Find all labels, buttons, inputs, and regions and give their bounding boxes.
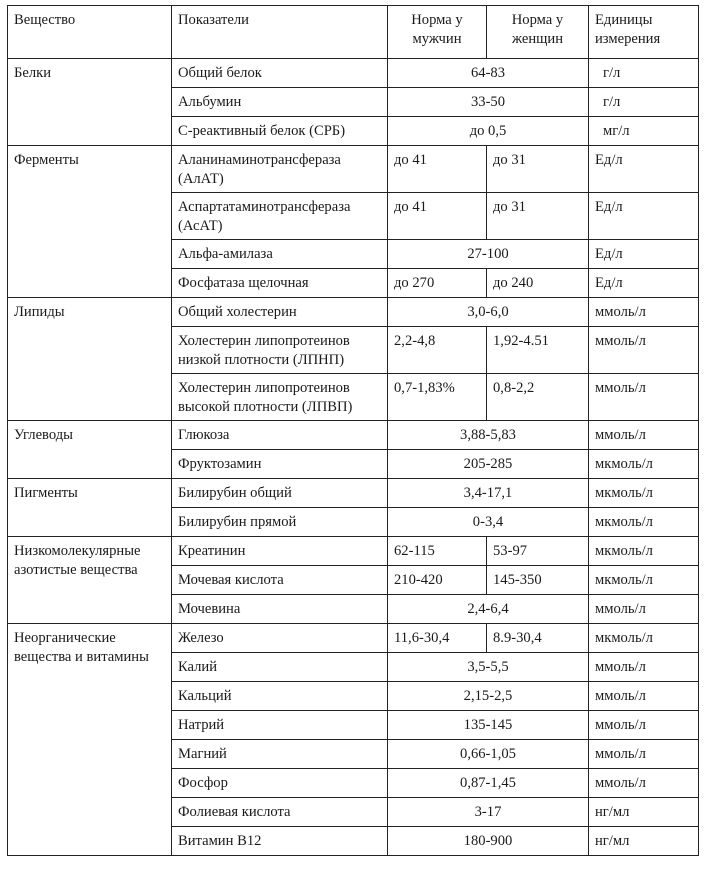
unit-value: ммоль/л [589,327,699,374]
indicator-name: Витамин В12 [172,827,388,856]
indicator-name: Фолиевая кислота [172,798,388,827]
indicator-name: Калий [172,653,388,682]
norm-women-value: до 31 [487,193,589,240]
indicator-name: Билирубин прямой [172,508,388,537]
norm-women-value: 53-97 [487,537,589,566]
group-name: Неорганические вещества и витамины [8,624,172,856]
group-name: Низкомолекулярные азотистые вещества [8,537,172,624]
group-name: Пигменты [8,479,172,537]
indicator-name: Фруктозамин [172,450,388,479]
unit-value: нг/мл [589,798,699,827]
norm-common-value: до 0,5 [388,117,589,146]
norm-women-value: до 31 [487,146,589,193]
norm-common-value: 3-17 [388,798,589,827]
norm-women-value: 0,8-2,2 [487,374,589,421]
indicator-name: Общий белок [172,59,388,88]
norm-men-value: 11,6-30,4 [388,624,487,653]
indicator-name: Железо [172,624,388,653]
header-norm-men: Норма у мужчин [388,6,487,59]
norm-men-value: до 41 [388,193,487,240]
group-name: Ферменты [8,146,172,298]
unit-value: мкмоль/л [589,566,699,595]
norm-common-value: 180-900 [388,827,589,856]
norm-women-value: 8.9-30,4 [487,624,589,653]
unit-value: Ед/л [589,146,699,193]
table-row [8,59,699,88]
group-name: Липиды [8,298,172,421]
unit-value: ммоль/л [589,769,699,798]
unit-value: ммоль/л [589,711,699,740]
norm-women-value: до 240 [487,269,589,298]
unit-value: мг/л [589,117,699,146]
indicator-name: С-реактивный белок (СРБ) [172,117,388,146]
unit-value: Ед/л [589,240,699,269]
norm-men-value: 0,7-1,83% [388,374,487,421]
reference-table-container [7,5,699,856]
unit-value: мкмоль/л [589,508,699,537]
indicator-name: Холестерин липопротеинов низкой плотности (ЛПНП) [172,327,388,374]
norm-common-value: 3,88-5,83 [388,421,589,450]
unit-value: Ед/л [589,193,699,240]
indicator-name: Фосфатаза щелочная [172,269,388,298]
norm-men-value: до 41 [388,146,487,193]
header-units: Единицы измерения [589,6,699,59]
indicator-name: Кальций [172,682,388,711]
norm-men-value: 2,2-4,8 [388,327,487,374]
unit-value: ммоль/л [589,653,699,682]
norm-common-value: 64-83 [388,59,589,88]
group-name: Углеводы [8,421,172,479]
indicator-name: Альбумин [172,88,388,117]
header-norm-women: Норма у женщин [487,6,589,59]
table-row [8,537,699,566]
norm-common-value: 135-145 [388,711,589,740]
indicator-name: Глюкоза [172,421,388,450]
reference-values-table [7,5,699,856]
norm-women-value: 145-350 [487,566,589,595]
unit-value: ммоль/л [589,374,699,421]
unit-value: мкмоль/л [589,479,699,508]
indicator-name: Фосфор [172,769,388,798]
norm-common-value: 0-3,4 [388,508,589,537]
indicator-name: Альфа-амилаза [172,240,388,269]
table-row [8,146,699,193]
unit-value: мкмоль/л [589,624,699,653]
table-row [8,479,699,508]
table-header-row [8,6,699,59]
unit-value: нг/мл [589,827,699,856]
norm-women-value: 1,92-4.51 [487,327,589,374]
unit-value: Ед/л [589,269,699,298]
norm-common-value: 0,87-1,45 [388,769,589,798]
unit-value: г/л [589,88,699,117]
norm-men-value: до 270 [388,269,487,298]
norm-common-value: 3,0-6,0 [388,298,589,327]
norm-common-value: 2,15-2,5 [388,682,589,711]
indicator-name: Креатинин [172,537,388,566]
unit-value: ммоль/л [589,740,699,769]
unit-value: мкмоль/л [589,537,699,566]
indicator-name: Холестерин липопротеинов высокой плотности (ЛПВП) [172,374,388,421]
unit-value: ммоль/л [589,595,699,624]
norm-common-value: 3,5-5,5 [388,653,589,682]
unit-value: мкмоль/л [589,450,699,479]
norm-common-value: 3,4-17,1 [388,479,589,508]
unit-value: ммоль/л [589,421,699,450]
indicator-name: Магний [172,740,388,769]
indicator-name: Общий холестерин [172,298,388,327]
unit-value: г/л [589,59,699,88]
header-indicators: Показатели [172,6,388,59]
group-name: Белки [8,59,172,146]
table-row [8,624,699,653]
norm-men-value: 62-115 [388,537,487,566]
indicator-name: Билирубин общий [172,479,388,508]
norm-common-value: 27-100 [388,240,589,269]
norm-common-value: 0,66-1,05 [388,740,589,769]
indicator-name: Натрий [172,711,388,740]
norm-common-value: 205-285 [388,450,589,479]
indicator-name: Мочевина [172,595,388,624]
table-row [8,421,699,450]
indicator-name: Аланинаминотрансфераза (АлАТ) [172,146,388,193]
norm-common-value: 2,4-6,4 [388,595,589,624]
indicator-name: Мочевая кислота [172,566,388,595]
indicator-name: Аспартатаминотрансфераза (АсАТ) [172,193,388,240]
norm-men-value: 210-420 [388,566,487,595]
unit-value: ммоль/л [589,682,699,711]
norm-common-value: 33-50 [388,88,589,117]
table-row [8,298,699,327]
header-substance: Вещество [8,6,172,59]
unit-value: ммоль/л [589,298,699,327]
